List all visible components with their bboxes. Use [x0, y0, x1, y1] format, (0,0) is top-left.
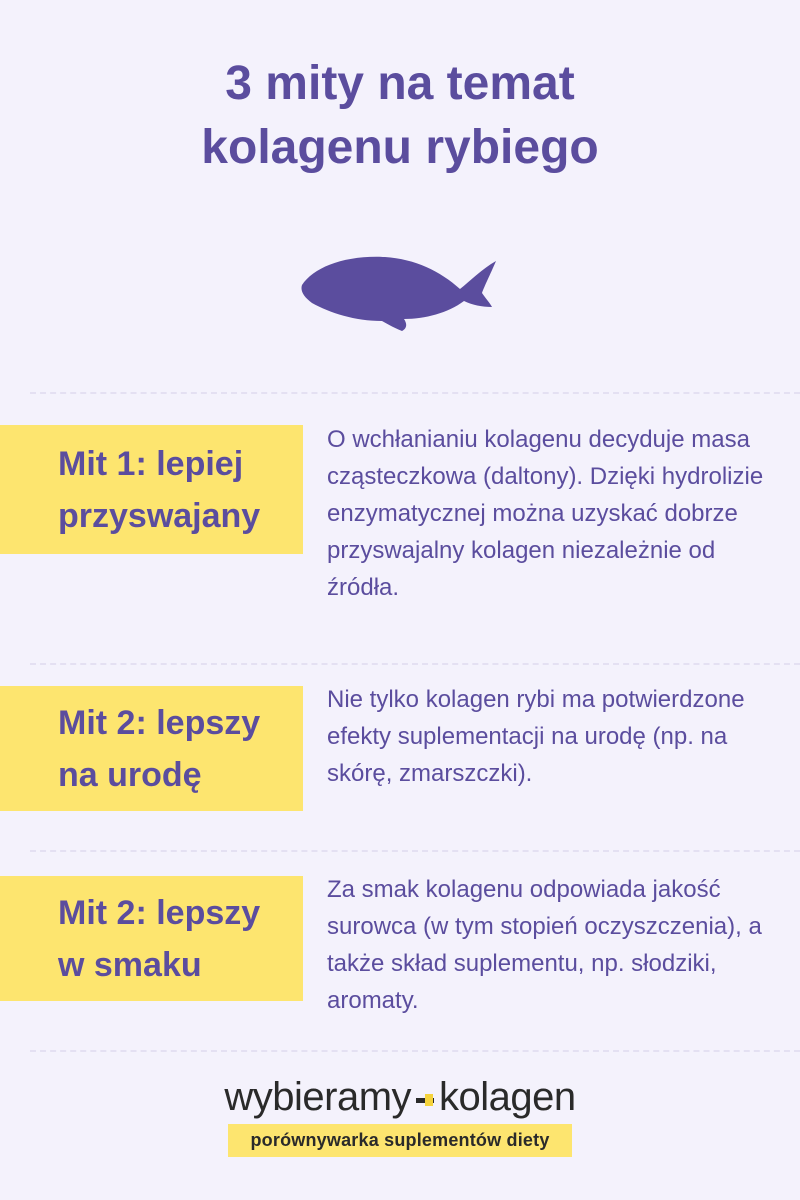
title-line-2: kolagenu rybiego	[201, 121, 599, 174]
myth-3-text: Za smak kolagenu odpowiada jakość surowca (w tym stopień oczyszczenia), a także skład suplementu, np. słodziki, aromaty.	[327, 876, 762, 1014]
divider	[30, 1050, 800, 1052]
divider	[30, 392, 800, 394]
myth-3-label-line1: Mit 2: lepszy	[58, 893, 261, 932]
title-line-1: 3 mity na temat	[225, 57, 575, 110]
myth-1-label	[0, 425, 303, 554]
myth-1-text: O wchłanianiu kolagenu decyduje masa cząsteczkowa (daltony). Dzięki hydrolizie enzymatycznej można uzyskać dobrze przyswajalny kolagen niezależnie od źródła.	[327, 426, 764, 601]
brand-tagline: porównywarka suplementów diety	[228, 1124, 571, 1157]
divider	[30, 663, 800, 665]
divider	[30, 850, 800, 852]
logo-text-left: wybieramy	[224, 1075, 412, 1119]
fish-icon	[300, 255, 500, 335]
myth-2-text: Nie tylko kolagen rybi ma potwierdzone efekty suplementacji na urodę (np. na skórę, zmarszczki).	[327, 686, 745, 787]
brand-logo[interactable]	[0, 1075, 800, 1120]
logo-mark-icon	[414, 1080, 436, 1116]
myth-3-label	[0, 876, 303, 1001]
myth-2-label-line2: na urodę	[58, 755, 202, 794]
myth-1-label-line1: Mit 1: lepiej	[58, 444, 244, 483]
myth-2-label-line1: Mit 2: lepszy	[58, 703, 261, 742]
myth-3-label-line2: w smaku	[58, 945, 202, 984]
logo-text-right: kolagen	[439, 1075, 576, 1119]
page-title	[0, 52, 800, 180]
myth-2-label	[0, 686, 303, 811]
myth-1-label-line2: przyswajany	[58, 496, 261, 535]
